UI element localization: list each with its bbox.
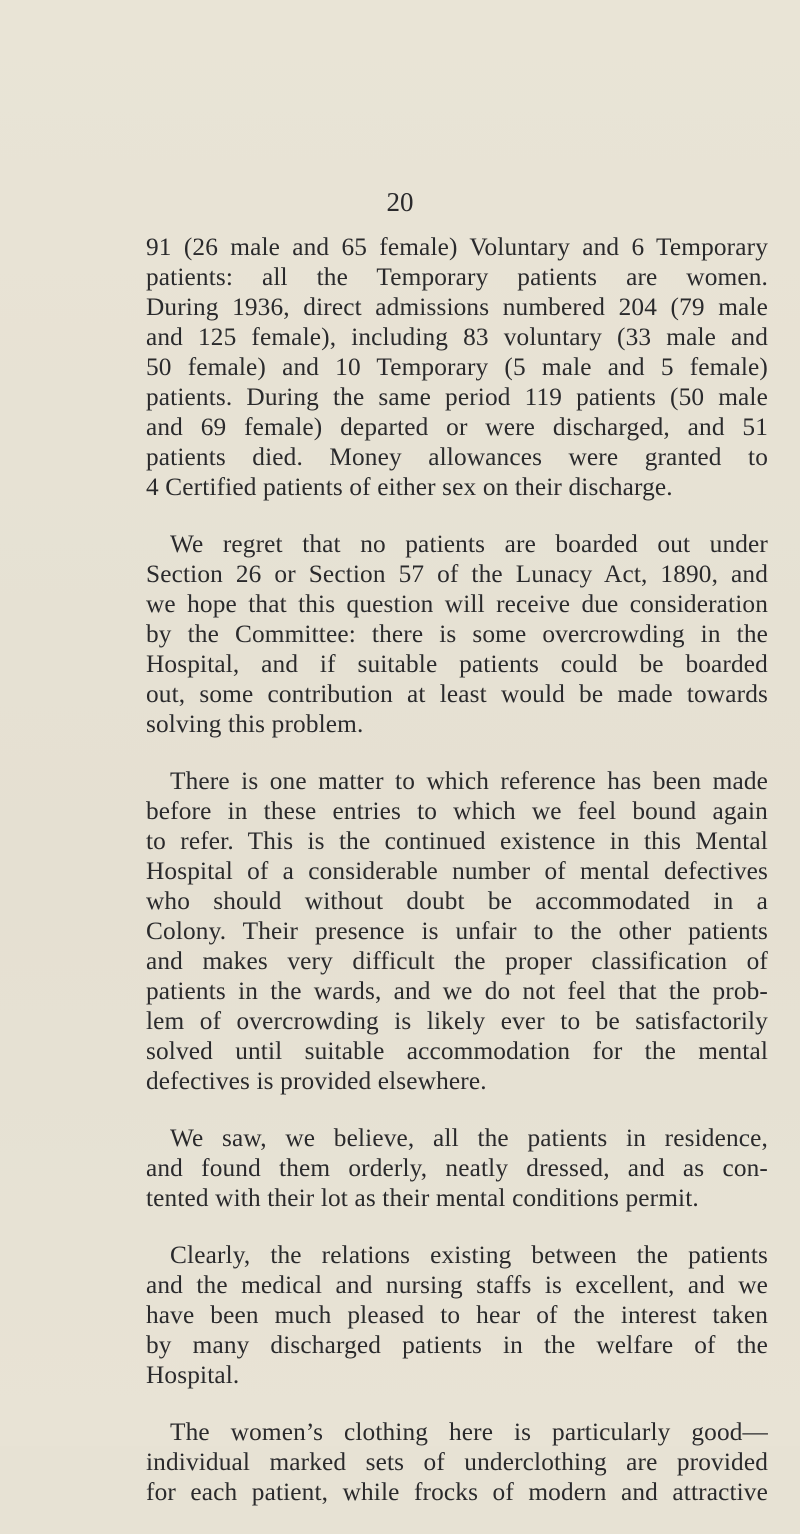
- text-line: by the Committee: there is some overcrowding in the: [146, 620, 768, 648]
- text-line: The women’s clothing here is particularly good—: [170, 1418, 768, 1446]
- text-line: 50 female) and 10 Temporary (5 male and 5 female): [146, 353, 768, 381]
- body-text: [146, 232, 768, 1534]
- text-line: for each patient, while frocks of modern and attractive: [146, 1478, 768, 1506]
- text-line: have been much pleased to hear of the interest taken: [146, 1301, 768, 1329]
- text-line: 4 Certified patients of either sex on their discharge.: [146, 473, 673, 501]
- text-line: 91 (26 male and 65 female) Voluntary and 6 Temporary: [146, 233, 768, 261]
- text-line: patients in the wards, and we do not feel that the prob-: [146, 977, 768, 1005]
- text-line: Hospital, and if suitable patients could be boarded: [146, 650, 768, 678]
- text-line: defectives is provided elsewhere.: [146, 1067, 487, 1095]
- text-line: We regret that no patients are boarded out under: [170, 530, 768, 558]
- text-line: and 69 female) departed or were discharged, and 51: [146, 413, 768, 441]
- paragraph: [146, 766, 768, 1096]
- text-line: out, some contribution at least would be made towards: [146, 680, 768, 708]
- paragraph: [146, 232, 768, 502]
- paragraph: [146, 1123, 768, 1213]
- text-line: patients. During the same period 119 patients (50 male: [146, 383, 768, 411]
- text-line: solved until suitable accommodation for the mental: [146, 1037, 768, 1065]
- text-line: individual marked sets of underclothing are provided: [146, 1448, 768, 1476]
- text-line: patients: all the Temporary patients are women.: [146, 263, 768, 291]
- paragraph: [146, 529, 768, 739]
- text-line: patients died. Money allowances were granted to: [146, 443, 768, 471]
- text-line: We saw, we believe, all the patients in residence,: [170, 1124, 768, 1152]
- paragraph: [146, 1240, 768, 1390]
- text-line: and found them orderly, neatly dressed, and as con-: [146, 1154, 768, 1182]
- text-line: lem of overcrowding is likely ever to be satisfactorily: [146, 1007, 768, 1035]
- text-line: and the medical and nursing staffs is excellent, and we: [146, 1271, 768, 1299]
- text-line: Hospital.: [146, 1361, 240, 1389]
- text-line: During 1936, direct admissions numbered 204 (79 male: [146, 293, 768, 321]
- text-line: we hope that this question will receive due consideration: [146, 590, 768, 618]
- text-line: to refer. This is the continued existence in this Mental: [146, 827, 768, 855]
- text-line: and makes very difficult the proper classification of: [146, 947, 768, 975]
- text-line: who should without doubt be accommodated in a: [146, 887, 768, 915]
- text-line: Clearly, the relations existing between the patients: [170, 1241, 768, 1269]
- text-line: There is one matter to which reference has been made: [170, 767, 768, 795]
- text-line: and 125 female), including 83 voluntary (33 male and: [146, 323, 768, 351]
- text-line: by many discharged patients in the welfare of the: [146, 1331, 768, 1359]
- text-line: Colony. Their presence is unfair to the other patients: [146, 917, 768, 945]
- page-number: 20: [386, 187, 414, 217]
- paragraph: [146, 1417, 768, 1507]
- text-line: solving this problem.: [146, 710, 364, 738]
- text-line: Section 26 or Section 57 of the Lunacy Act, 1890, and: [146, 560, 768, 588]
- text-line: before in these entries to which we feel bound again: [146, 797, 768, 825]
- text-line: tented with their lot as their mental conditions permit.: [146, 1184, 699, 1212]
- text-line: Hospital of a considerable number of mental defectives: [146, 857, 768, 885]
